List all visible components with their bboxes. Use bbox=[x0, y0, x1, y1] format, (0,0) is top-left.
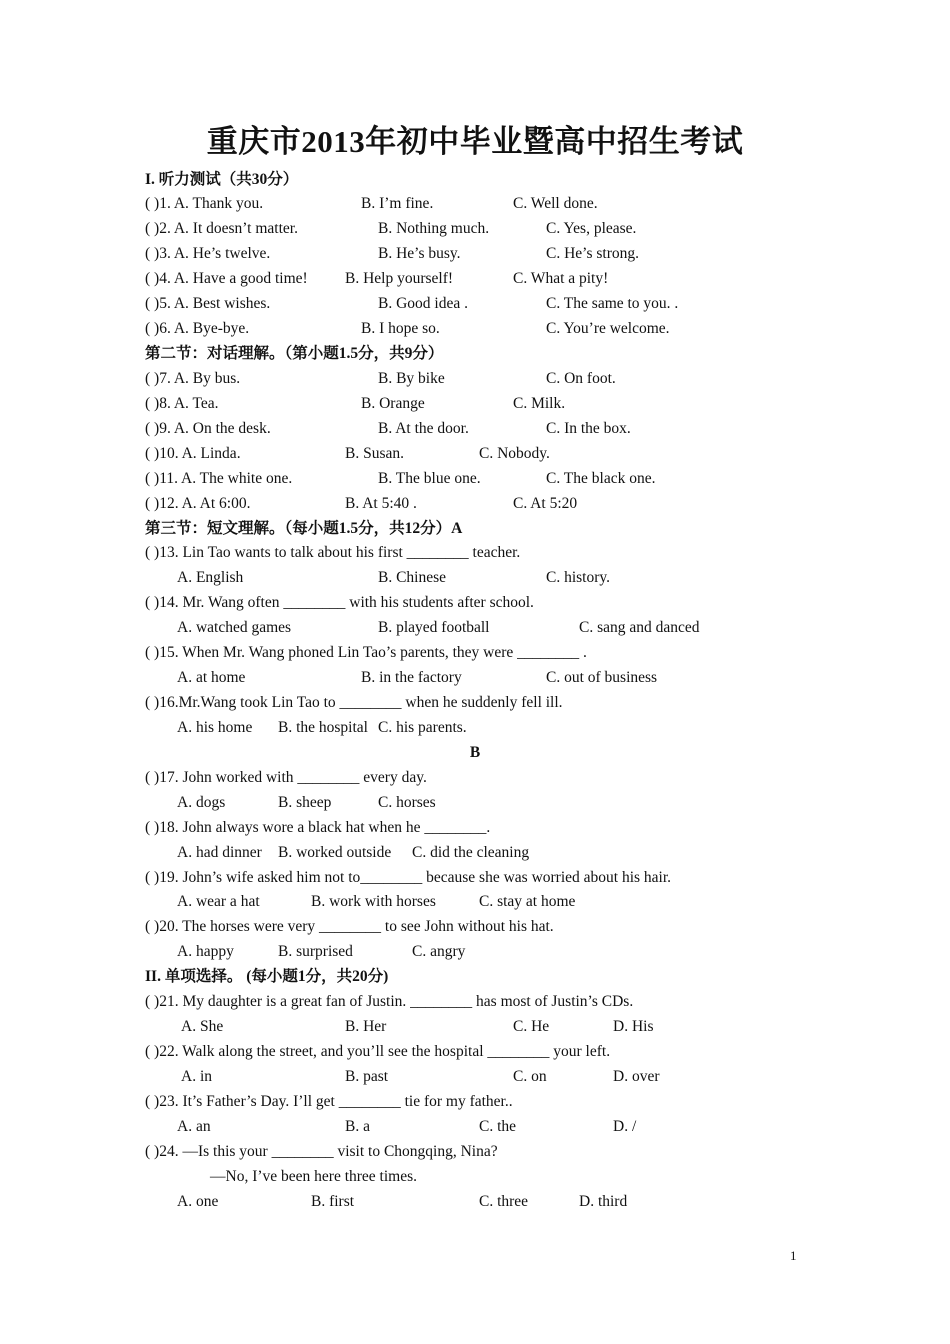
option-text: C. What a pity! bbox=[513, 270, 609, 288]
option-text: C. At 5:20 bbox=[513, 494, 578, 512]
question-line bbox=[0, 1015, 950, 1040]
question-line bbox=[0, 791, 950, 816]
option-text: ( )10. A. Linda. bbox=[145, 444, 241, 462]
option-text: C. In the box. bbox=[546, 419, 631, 437]
option-text: A. wear a hat bbox=[177, 893, 260, 911]
option-text: ( )4. A. Have a good time! bbox=[145, 270, 308, 288]
exam-title: 重庆市2013年初中毕业暨高中招生考试 bbox=[206, 124, 744, 159]
section-heading bbox=[0, 517, 950, 542]
option-text: D. His bbox=[613, 1018, 654, 1036]
question-line bbox=[0, 217, 950, 242]
option-text: C. Milk. bbox=[513, 394, 566, 412]
question-line bbox=[0, 242, 950, 267]
option-text: B. work with horses bbox=[311, 893, 436, 911]
question-line bbox=[0, 392, 950, 417]
line-text: II. 单项选择。 (每小题1分，共20分) bbox=[145, 968, 389, 986]
option-text: C. Yes, please. bbox=[546, 220, 637, 238]
option-text: C. out of business bbox=[546, 669, 658, 687]
option-text: B. Good idea . bbox=[378, 295, 468, 313]
question-line bbox=[0, 566, 950, 591]
question-line bbox=[0, 841, 950, 866]
question-line bbox=[0, 1165, 950, 1190]
option-text: A. dogs bbox=[177, 793, 226, 811]
question-line bbox=[0, 641, 950, 666]
line-text: B bbox=[469, 743, 481, 761]
option-text: A. She bbox=[181, 1018, 224, 1036]
option-text: B. worked outside bbox=[278, 843, 392, 861]
passage-label bbox=[0, 741, 950, 766]
question-line bbox=[0, 890, 950, 915]
option-text: B. Chinese bbox=[378, 569, 447, 587]
option-text: ( )7. A. By bus. bbox=[145, 369, 241, 387]
option-text: B. past bbox=[345, 1067, 389, 1085]
option-text: A. an bbox=[177, 1117, 211, 1135]
option-text: A. his home bbox=[177, 718, 253, 736]
page-number: 1 bbox=[790, 1248, 797, 1263]
question-line bbox=[0, 1115, 950, 1140]
option-text: B. the hospital bbox=[278, 718, 368, 736]
option-text: B. surprised bbox=[278, 943, 353, 961]
option-text: ( )12. A. At 6:00. bbox=[145, 494, 251, 512]
question-line bbox=[0, 616, 950, 641]
question-line bbox=[0, 541, 950, 566]
question-line bbox=[0, 766, 950, 791]
option-text: ( )1. A. Thank you. bbox=[145, 195, 264, 213]
option-text: D. / bbox=[613, 1117, 637, 1135]
option-text: C. On foot. bbox=[546, 369, 616, 387]
line-text: ( )13. Lin Tao wants to talk about his first ________ teacher. bbox=[145, 544, 521, 562]
option-text: B. By bike bbox=[378, 369, 445, 387]
option-text: C. angry bbox=[412, 943, 466, 961]
option-text: C. did the cleaning bbox=[412, 843, 530, 861]
line-text: ( )20. The horses were very ________ to see John without his hat. bbox=[145, 918, 554, 936]
option-text: B. At 5:40 . bbox=[345, 494, 417, 512]
option-text: C. the bbox=[479, 1117, 517, 1135]
line-text: ( )22. Walk along the street, and you’ll see the hospital ________ your left. bbox=[145, 1043, 611, 1061]
option-text: C. horses bbox=[378, 793, 436, 811]
question-line bbox=[0, 915, 950, 940]
option-text: B. The blue one. bbox=[378, 469, 481, 487]
question-line bbox=[0, 1065, 950, 1090]
option-text: D. over bbox=[613, 1067, 660, 1085]
question-line bbox=[0, 292, 950, 317]
option-text: B. sheep bbox=[278, 793, 332, 811]
option-text: C. on bbox=[513, 1067, 547, 1085]
option-text: C. stay at home bbox=[479, 893, 576, 911]
line-text: ( )18. John always wore a black hat when he ________. bbox=[145, 818, 491, 836]
option-text: B. Nothing much. bbox=[378, 220, 490, 238]
option-text: ( )9. A. On the desk. bbox=[145, 419, 271, 437]
question-line bbox=[0, 940, 950, 965]
option-text: C. history. bbox=[546, 569, 611, 587]
option-text: ( )11. A. The white one. bbox=[145, 469, 293, 487]
line-text: —No, I’ve been here three times. bbox=[210, 1167, 418, 1185]
question-line bbox=[0, 267, 950, 292]
option-text: B. played football bbox=[378, 619, 490, 637]
option-text: B. a bbox=[345, 1117, 370, 1135]
line-text: ( )16.Mr.Wang took Lin Tao to ________ when he suddenly fell ill. bbox=[145, 694, 563, 712]
question-line bbox=[0, 1140, 950, 1165]
question-line bbox=[0, 442, 950, 467]
question-line bbox=[0, 1040, 950, 1065]
question-line bbox=[0, 816, 950, 841]
option-text: C. He bbox=[513, 1018, 550, 1036]
option-text: B. I’m fine. bbox=[361, 195, 434, 213]
question-line bbox=[0, 716, 950, 741]
option-text: C. He’s strong. bbox=[546, 245, 639, 263]
line-text: I. 听力测试（共30分） bbox=[145, 170, 299, 188]
line-text: ( )14. Mr. Wang often ________ with his students after school. bbox=[145, 594, 534, 612]
section-heading bbox=[0, 342, 950, 367]
question-line bbox=[0, 467, 950, 492]
question-line bbox=[0, 1190, 950, 1215]
option-text: B. first bbox=[311, 1192, 355, 1210]
option-text: C. his parents. bbox=[378, 718, 467, 736]
option-text: ( )2. A. It doesn’t matter. bbox=[145, 220, 298, 238]
question-line bbox=[0, 990, 950, 1015]
question-line bbox=[0, 1090, 950, 1115]
option-text: B. Susan. bbox=[345, 444, 404, 462]
option-text: A. at home bbox=[177, 669, 246, 687]
option-text: ( )6. A. Bye-bye. bbox=[145, 320, 250, 338]
option-text: C. Well done. bbox=[513, 195, 598, 213]
option-text: B. At the door. bbox=[378, 419, 469, 437]
line-text: ( )24. —Is this your ________ visit to Chongqing, Nina? bbox=[145, 1142, 498, 1160]
question-line bbox=[0, 192, 950, 217]
question-line bbox=[0, 492, 950, 517]
option-text: B. I hope so. bbox=[361, 320, 440, 338]
line-text: ( )21. My daughter is a great fan of Justin. ________ has most of Justin’s CDs. bbox=[145, 993, 634, 1011]
option-text: A. one bbox=[177, 1192, 219, 1210]
option-text: A. watched games bbox=[177, 619, 292, 637]
section-heading bbox=[0, 168, 950, 193]
line-text: ( )19. John’s wife asked him not to________ because she was worried about his hair. bbox=[145, 868, 672, 886]
question-line bbox=[0, 317, 950, 342]
option-text: B. in the factory bbox=[361, 669, 462, 687]
question-line bbox=[0, 417, 950, 442]
option-text: C. You’re welcome. bbox=[546, 320, 670, 338]
line-text: ( )15. When Mr. Wang phoned Lin Tao’s parents, they were ________ . bbox=[145, 644, 587, 662]
option-text: B. Her bbox=[345, 1018, 387, 1036]
option-text: B. He’s busy. bbox=[378, 245, 461, 263]
question-line bbox=[0, 367, 950, 392]
line-text: 第三节：短文理解。（每小题1.5分，共12分）A bbox=[145, 519, 463, 537]
option-text: C. The black one. bbox=[546, 469, 656, 487]
question-line bbox=[0, 691, 950, 716]
option-text: A. had dinner bbox=[177, 843, 262, 861]
option-text: ( )8. A. Tea. bbox=[145, 394, 219, 412]
option-text: A. English bbox=[177, 569, 244, 587]
line-text: ( )23. It’s Father’s Day. I’ll get ________ tie for my father.. bbox=[145, 1092, 513, 1110]
option-text: ( )3. A. He’s twelve. bbox=[145, 245, 271, 263]
section-heading bbox=[0, 965, 950, 990]
option-text: C. sang and danced bbox=[579, 619, 700, 637]
option-text: ( )5. A. Best wishes. bbox=[145, 295, 271, 313]
option-text: B. Orange bbox=[361, 394, 425, 412]
option-text: A. in bbox=[181, 1067, 212, 1085]
line-text: 第二节：对话理解。（第小题1.5分，共9分） bbox=[145, 345, 444, 362]
question-line bbox=[0, 866, 950, 891]
question-line bbox=[0, 591, 950, 616]
option-text: C. three bbox=[479, 1192, 529, 1210]
option-text: D. third bbox=[579, 1192, 628, 1210]
question-line bbox=[0, 666, 950, 691]
option-text: A. happy bbox=[177, 943, 234, 961]
line-text: ( )17. John worked with ________ every day. bbox=[145, 768, 427, 786]
option-text: C. The same to you. . bbox=[546, 295, 679, 313]
option-text: B. Help yourself! bbox=[345, 270, 454, 288]
option-text: C. Nobody. bbox=[479, 444, 550, 462]
